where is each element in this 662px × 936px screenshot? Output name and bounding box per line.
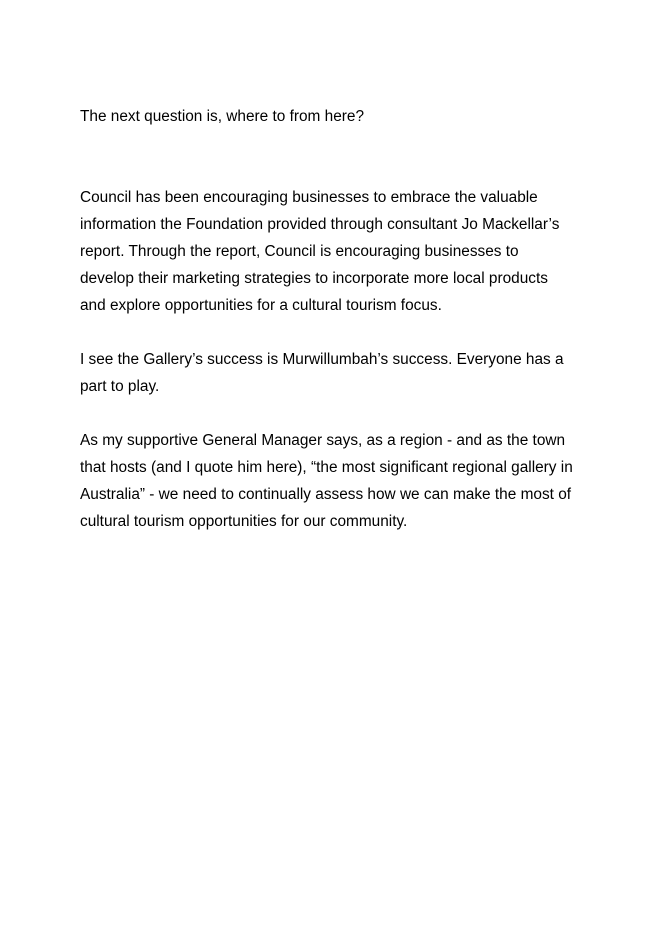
paragraph-council-report xyxy=(80,184,600,319)
document-body xyxy=(80,103,600,535)
text-line: cultural tourism opportunities for our community. xyxy=(80,513,408,530)
text-line: I see the Gallery’s success is Murwillumbah’s success. Everyone has a xyxy=(80,351,564,368)
text-line: develop their marketing strategies to incorporate more local products xyxy=(80,270,548,287)
text-line: report. Through the report, Council is encouraging businesses to xyxy=(80,243,519,260)
paragraph-general-manager xyxy=(80,427,600,535)
text-line: and explore opportunities for a cultural tourism focus. xyxy=(80,297,442,314)
paragraph-question xyxy=(80,103,600,130)
text-line: As my supportive General Manager says, as a region - and as the town xyxy=(80,432,566,449)
paragraph-gallery-success xyxy=(80,346,600,400)
text-line: Australia” - we need to continually assess how we can make the most of xyxy=(80,486,572,503)
text-line: information the Foundation provided through consultant Jo Mackellar’s xyxy=(80,216,560,233)
text-line: part to play. xyxy=(80,378,160,395)
text-line: The next question is, where to from here? xyxy=(80,108,365,125)
text-line: that hosts (and I quote him here), “the most significant regional gallery in xyxy=(80,459,573,476)
text-line: Council has been encouraging businesses to embrace the valuable xyxy=(80,189,538,206)
